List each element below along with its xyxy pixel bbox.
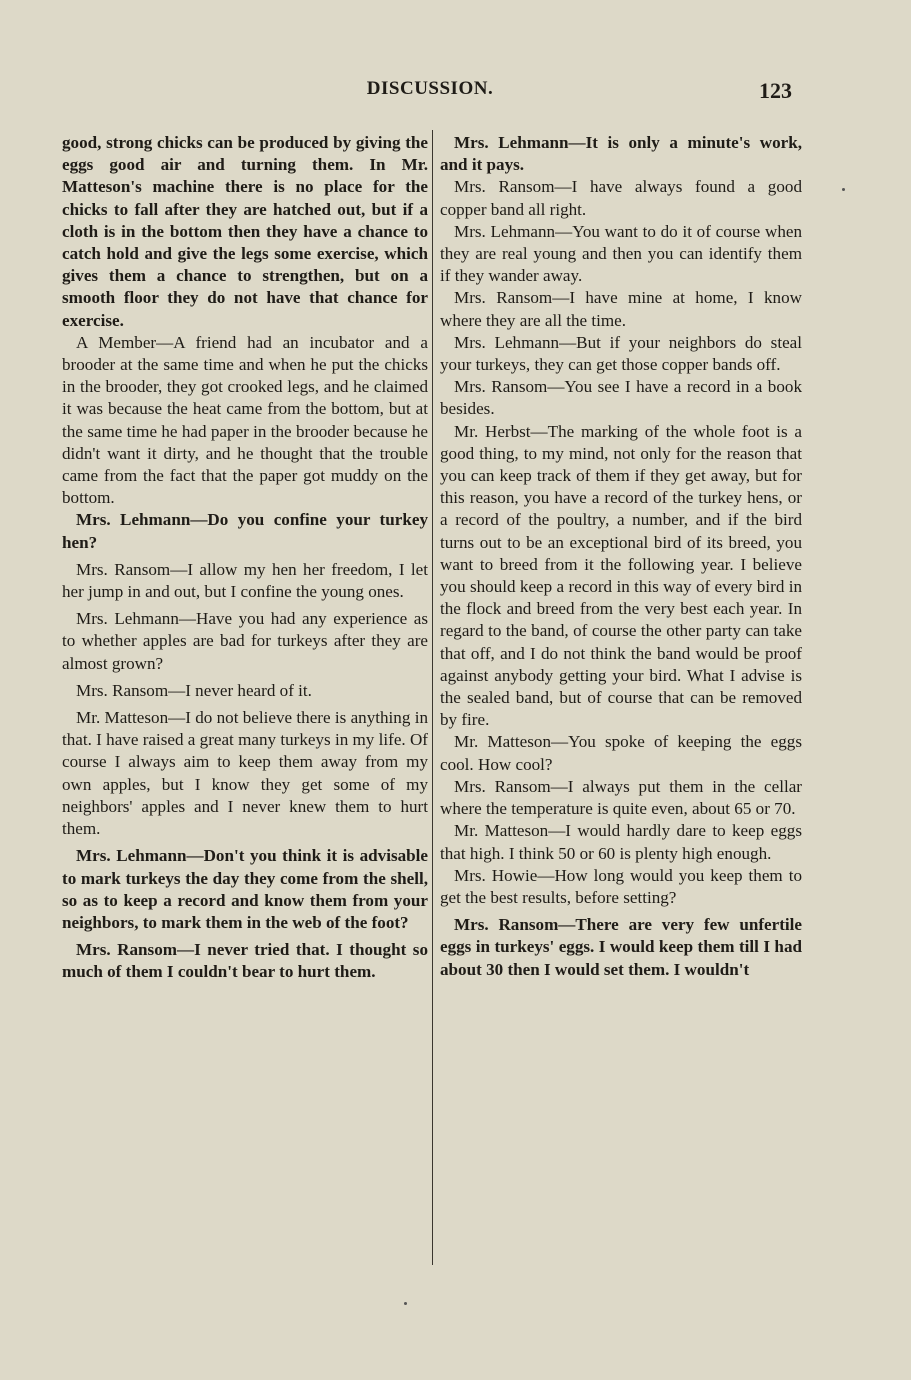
paragraph: Mrs. Ransom—I have always found a good copper band all right. — [440, 177, 802, 219]
right-column — [440, 132, 802, 981]
paragraph: A Member—A friend had an incubator and a brooder at the same time and when he put the chicks in the brooder, they got crooked legs, and he claimed it was because the heat came from the bottom, but at the same time he had paper in the brooder because he didn't want it dirty, and he thought that the trouble came from the fact that the paper got muddy on the bottom. — [62, 332, 428, 508]
paragraph: Mr. Matteson—You spoke of keeping the eggs cool. How cool? — [440, 732, 802, 774]
running-head — [60, 78, 800, 108]
paragraph: Mrs. Lehmann—Do you confine your turkey hen? — [62, 510, 428, 552]
paragraph: good, strong chicks can be produced by giving the eggs good air and turning them. In Mr. Matteson's machine there is no place for the chicks to fall after they are hatched out, but if a cloth is in the bottom then they have a chance to catch hold and give the legs some exercise, which gives them a chance to strengthen, but on a smooth floor they do not have that chance for exercise. — [62, 133, 428, 330]
paragraph: Mrs. Lehmann—You want to do it of course when they are real young and then you can identify them if they wander away. — [440, 221, 802, 286]
paragraph: Mrs. Ransom—I allow my hen her freedom, I let her jump in and out, but I confine the young ones. — [62, 559, 428, 602]
paper-speck — [842, 188, 845, 191]
paragraph: Mr. Matteson—I would hardly dare to keep eggs that high. I think 50 or 60 is plenty high enough. — [440, 821, 802, 863]
paragraph: Mrs. Lehmann—Don't you think it is advisable to mark turkeys the day they come from the shell, so as to keep a record and know them from your neighbors, to mark them in the web of the foot? — [62, 846, 428, 932]
paragraph: Mr. Herbst—The marking of the whole foot is a good thing, to my mind, not only for the reason that you can keep track of them if they get away, but for this reason, you have a record of the turkey hens, or a record of the poultry, a number, and if the bird turns out to be an exceptional bird of its breed, you want to breed from it the following year. I believe you should keep a record in this way of every bird in the flock and breed from the very best each year. In regard to the band, of course the other party can take that off, and I do not think the band would be proof against anybody getting your bird. What I advise is the sealed band, but of course that can be removed by fire. — [440, 421, 802, 730]
page-number: 123 — [759, 78, 792, 103]
paragraph: Mrs. Lehmann—It is only a minute's work, and it pays. — [440, 133, 802, 175]
paragraph: Mrs. Ransom—I never tried that. I thought so much of them I couldn't bear to hurt them. — [62, 940, 428, 982]
left-column — [62, 132, 428, 984]
paragraph: Mrs. Lehmann—But if your neighbors do steal your turkeys, they can get those copper bands off. — [440, 332, 802, 375]
paragraph: Mrs. Ransom—I have mine at home, I know where they are all the time. — [440, 288, 802, 330]
paragraph: Mrs. Lehmann—Have you had any experience as to whether apples are bad for turkeys after they are almost grown? — [62, 609, 428, 673]
paragraph: Mrs. Ransom—I never heard of it. — [76, 680, 312, 700]
paragraph: Mrs. Ransom—There are very few unfertile eggs in turkeys' eggs. I would keep them till I had about 30 then I would set them. I wouldn't — [440, 915, 802, 979]
paragraph: Mr. Matteson—I do not believe there is anything in that. I have raised a great many turkeys in my life. Of course I always aim to keep them away from my own apples, but I know they get some of my neighbors' apples and I never knew them to hurt them. — [62, 708, 428, 839]
paper-speck — [404, 1302, 407, 1305]
column-rule — [432, 130, 433, 1265]
paragraph: Mrs. Ransom—You see I have a record in a book besides. — [440, 377, 802, 419]
running-title: DISCUSSION. — [366, 78, 494, 99]
paragraph: Mrs. Ransom—I always put them in the cellar where the temperature is quite even, about 65 or 70. — [440, 776, 802, 819]
paragraph: Mrs. Howie—How long would you keep them to get the best results, before setting? — [440, 865, 802, 907]
